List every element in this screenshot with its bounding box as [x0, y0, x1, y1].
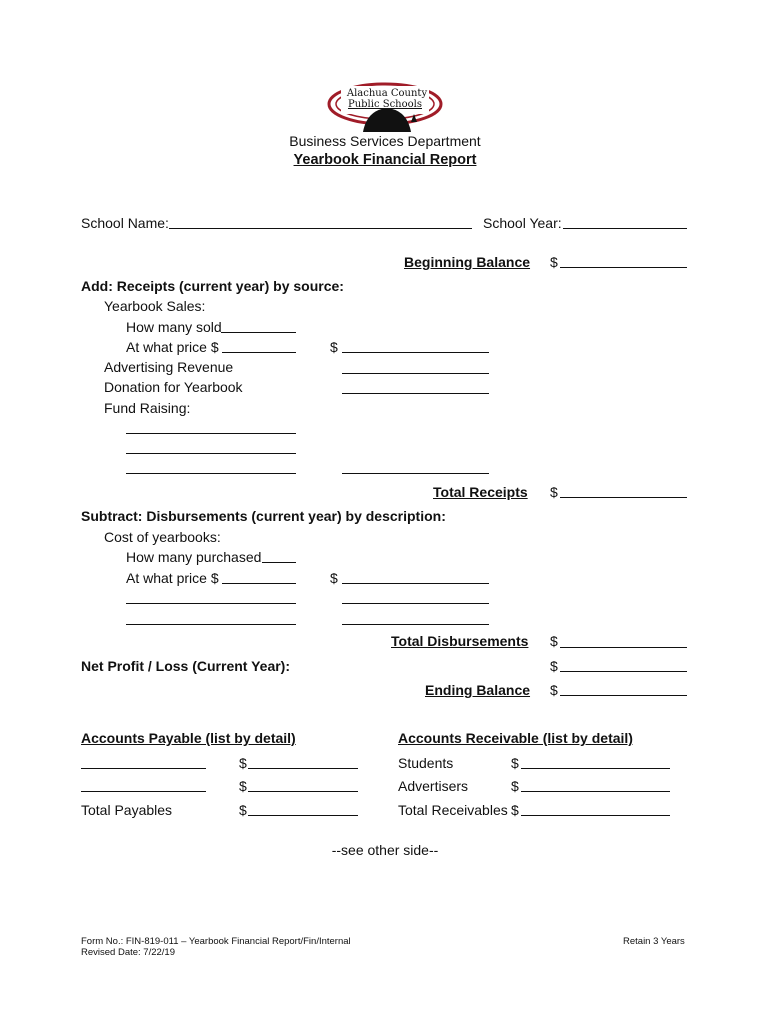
total-payables-label: Total Payables	[81, 802, 173, 818]
how-many-sold-label: How many sold	[126, 319, 222, 335]
dollar-sign: $	[330, 570, 338, 586]
alachua-county-public-schools-logo	[327, 80, 447, 134]
purchase-price-field[interactable]	[222, 583, 296, 584]
total-payables-field[interactable]	[248, 815, 358, 816]
beginning-balance-field[interactable]	[560, 267, 687, 268]
page-title: Yearbook Financial Report	[293, 152, 477, 168]
donation-field[interactable]	[342, 393, 489, 394]
school-year-field[interactable]	[563, 228, 687, 229]
retention-note: Retain 3 Years	[623, 936, 685, 947]
yearbook-sales-amount-field[interactable]	[342, 352, 489, 353]
total-disbursements-label: Total Disbursements	[391, 633, 529, 649]
net-profit-loss-field[interactable]	[560, 671, 687, 672]
total-disbursements-field[interactable]	[560, 647, 687, 648]
total-receipts-label: Total Receipts	[433, 484, 528, 500]
payable-amount-field[interactable]	[248, 791, 358, 792]
students-amount-field[interactable]	[521, 768, 670, 769]
fund-raising-amount-field[interactable]	[342, 473, 489, 474]
advertisers-amount-field[interactable]	[521, 791, 670, 792]
advertising-revenue-label: Advertising Revenue	[104, 359, 234, 375]
dollar-sign: $	[550, 658, 558, 674]
total-receivables-label: Total Receivables	[398, 802, 508, 818]
dollar-sign: $	[511, 802, 519, 818]
cost-of-yearbooks-label: Cost of yearbooks:	[104, 529, 221, 545]
disbursement-amount-field[interactable]	[342, 624, 489, 625]
total-receivables-field[interactable]	[521, 815, 670, 816]
donation-label: Donation for Yearbook	[104, 379, 243, 395]
dollar-sign: $	[550, 254, 558, 270]
cost-amount-field[interactable]	[342, 583, 489, 584]
school-year-label: School Year:	[483, 215, 562, 231]
fund-raising-desc-field[interactable]	[126, 473, 296, 474]
accounts-payable-heading: Accounts Payable (list by detail)	[81, 730, 296, 746]
sold-price-field[interactable]	[222, 352, 296, 353]
dollar-sign: $	[239, 802, 247, 818]
disbursement-desc-field[interactable]	[126, 603, 296, 604]
disbursements-heading: Subtract: Disbursements (current year) by description:	[81, 508, 446, 524]
dollar-sign: $	[550, 682, 558, 698]
disbursement-desc-field[interactable]	[126, 624, 296, 625]
total-receipts-field[interactable]	[560, 497, 687, 498]
how-many-sold-field[interactable]	[221, 332, 296, 333]
advertisers-label: Advertisers	[398, 778, 469, 794]
ending-balance-field[interactable]	[560, 695, 687, 696]
how-many-purchased-field[interactable]	[262, 562, 296, 563]
accounts-receivable-heading: Accounts Receivable (list by detail)	[398, 730, 633, 746]
how-many-purchased-label: How many purchased	[126, 549, 262, 565]
revised-date: Revised Date: 7/22/19	[81, 947, 176, 958]
dollar-sign: $	[330, 339, 338, 355]
receipts-heading: Add: Receipts (current year) by source:	[81, 278, 344, 294]
department-name: Business Services Department	[289, 133, 481, 149]
svg-text:Public Schools: Public Schools	[347, 99, 423, 110]
dollar-sign: $	[239, 778, 247, 794]
ending-balance-label: Ending Balance	[425, 682, 531, 698]
advertising-revenue-field[interactable]	[342, 373, 489, 374]
yearbook-sales-label: Yearbook Sales:	[104, 298, 206, 314]
net-profit-loss-label: Net Profit / Loss (Current Year):	[81, 658, 291, 674]
purchase-price-label: At what price $	[126, 570, 219, 586]
dollar-sign: $	[550, 484, 558, 500]
dollar-sign: $	[239, 755, 247, 771]
fund-raising-desc-field[interactable]	[126, 453, 296, 454]
beginning-balance-label: Beginning Balance	[404, 254, 531, 270]
fund-raising-desc-field[interactable]	[126, 433, 296, 434]
disbursement-amount-field[interactable]	[342, 603, 489, 604]
see-other-side-note: --see other side--	[331, 842, 439, 858]
form-number: Form No.: FIN-819-011 – Yearbook Financial Report/Fin/Internal	[81, 936, 351, 947]
payable-amount-field[interactable]	[248, 768, 358, 769]
payable-detail-field[interactable]	[81, 768, 206, 769]
svg-text:Alachua County: Alachua County	[346, 88, 428, 99]
payable-detail-field[interactable]	[81, 791, 206, 792]
sold-price-label: At what price $	[126, 339, 219, 355]
dollar-sign: $	[550, 633, 558, 649]
dollar-sign: $	[511, 778, 519, 794]
fund-raising-label: Fund Raising:	[104, 400, 191, 416]
students-label: Students	[398, 755, 454, 771]
school-name-label: School Name:	[81, 215, 169, 231]
school-name-field[interactable]	[169, 228, 472, 229]
dollar-sign: $	[511, 755, 519, 771]
